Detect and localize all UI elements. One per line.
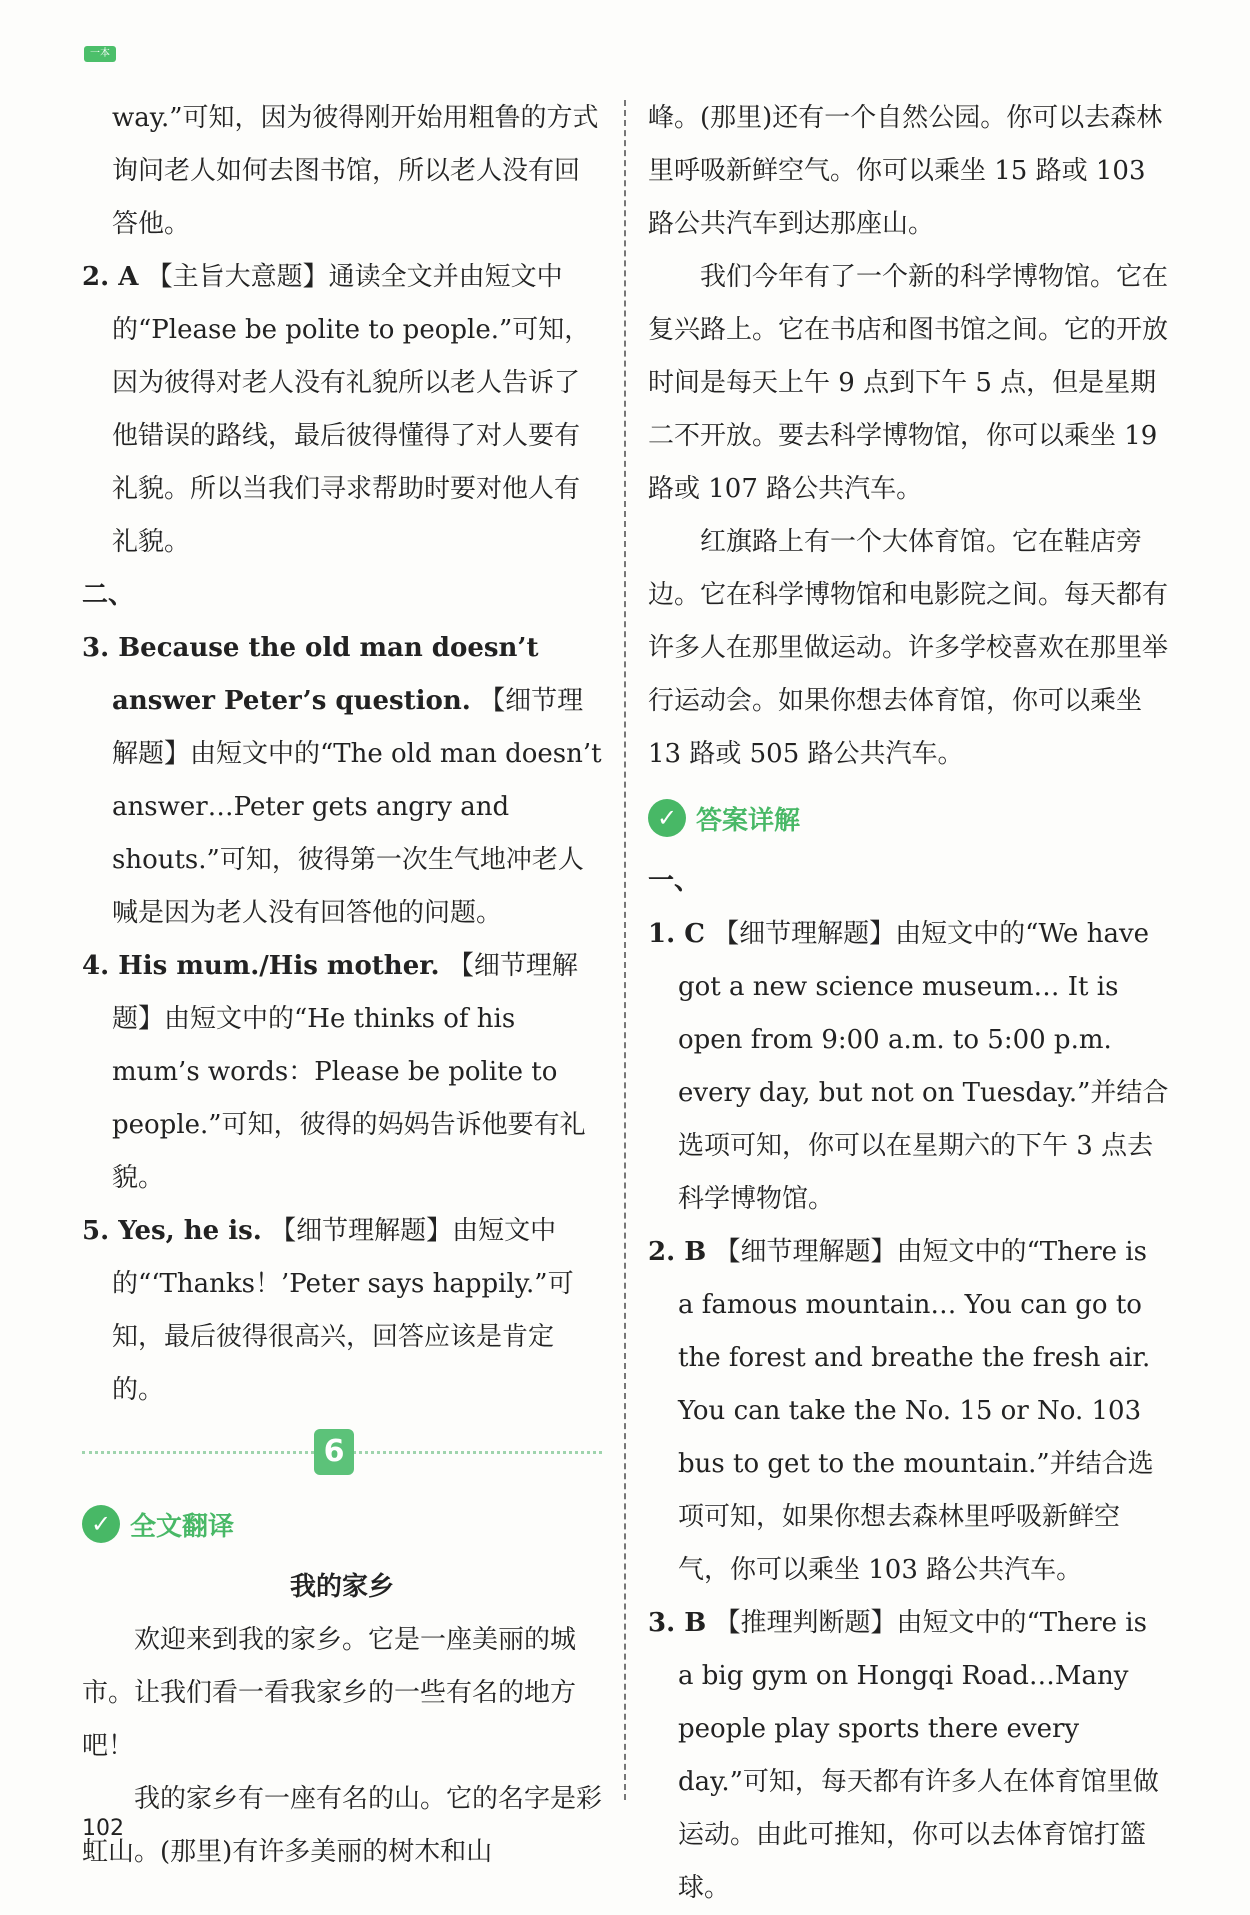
answer-3-explanation: 【细节理解题】由短文中的“The old man doesn’t answer…Peter gets angry and shouts.”可知，彼得第一次生气地冲老人喊是因为老人没有回答他的问题。 xyxy=(112,686,602,928)
answers-heading-label: 答案详解 xyxy=(696,805,801,836)
right-column xyxy=(648,92,1170,1915)
translation-paragraph-1: 欢迎来到我的家乡。它是一座美丽的城市。让我们看一看我家乡的一些有名的地方吧！ xyxy=(82,1625,577,1761)
corner-tag: 一本 xyxy=(84,46,116,62)
answer-continuation: way.”可知，因为彼得刚开始用粗鲁的方式询问老人如何去图书馆，所以老人没有回答他。 xyxy=(112,103,599,239)
translation-paragraph-2-continued: 峰。(那里)还有一个自然公园。你可以去森林里呼吸新鲜空气。你可以乘坐 15 路或 103 路公共汽车到达那座山。 xyxy=(648,103,1163,239)
detailed-answer-2-number: 2. B xyxy=(648,1237,707,1267)
page-number: 102 xyxy=(82,1816,124,1841)
detailed-answer-2-explanation: 【细节理解题】由短文中的“There is a famous mountain… You can go to the forest and breathe the fresh air. You can take the No. 15 or No. 103 bus to get to the mountain.”并结合选项可知，如果你想去森林里呼吸新鲜空气，你可以乘坐 103 路公共汽车。 xyxy=(678,1237,1154,1585)
detailed-answer-3-number: 3. B xyxy=(648,1608,707,1638)
answer-5 xyxy=(82,1205,602,1417)
answer-2 xyxy=(82,251,602,569)
translation-heading xyxy=(82,1493,602,1555)
unit-separator xyxy=(82,1417,602,1487)
answer-3-text: 3. Because the old man doesn’t answer Peter’s question. xyxy=(82,633,539,716)
left-column xyxy=(82,92,602,1879)
detailed-answer-2 xyxy=(648,1226,1170,1597)
detailed-answer-1-number: 1. C xyxy=(648,919,705,949)
translation-paragraph-4: 红旗路上有一个大体育馆。它在鞋店旁边。它在科学博物馆和电影院之间。每天都有许多人在那里做运动。许多学校喜欢在那里举行运动会。如果你想去体育馆，你可以乘坐 13 路或 505 路公共汽车。 xyxy=(648,527,1169,769)
column-divider xyxy=(624,100,626,1800)
answer-4-text: 4. His mum./His mother. xyxy=(82,951,440,981)
answers-heading xyxy=(648,787,1170,849)
answer-5-explanation: 【细节理解题】由短文中的“‘Thanks！’Peter says happily.”可知，最后彼得很高兴，回答应该是肯定的。 xyxy=(112,1216,574,1405)
section-heading-2: 二、 xyxy=(82,580,135,610)
detailed-answer-1 xyxy=(648,908,1170,1226)
translation-paragraph-3: 我们今年有了一个新的科学博物馆。它在复兴路上。它在书店和图书馆之间。它的开放时间是每天上午 9 点到下午 5 点，但是星期二不开放。要去科学博物馆，你可以乘坐 19 路或 107 路公共汽车。 xyxy=(648,262,1169,504)
answer-4-explanation: 【细节理解题】由短文中的“He thinks of his mum’s words：Please be polite to people.”可知，彼得的妈妈告诉他要有礼貌。 xyxy=(112,951,586,1193)
answer-5-text: 5. Yes, he is. xyxy=(82,1216,262,1246)
answer-3 xyxy=(82,622,602,940)
translation-heading-label: 全文翻译 xyxy=(130,1511,235,1542)
answer-4 xyxy=(82,940,602,1205)
detailed-answer-3-explanation: 【推理判断题】由短文中的“There is a big gym on Hongqi Road…Many people play sports there every day.”可知，每天都有许多人在体育馆里做运动。由此可推知，你可以去体育馆打篮球。 xyxy=(678,1608,1159,1903)
check-icon: ✓ xyxy=(82,1505,120,1543)
detailed-answer-1-explanation: 【细节理解题】由短文中的“We have got a new science museum… It is open from 9:00 a.m. to 5:00 p.m. every day, but not on Tuesday.”并结合选项可知，你可以在星期六的下午 3 点去科学博物馆。 xyxy=(678,919,1169,1214)
detailed-answer-3 xyxy=(648,1597,1170,1915)
unit-badge: 6 xyxy=(314,1429,354,1475)
answer-2-number: 2. A xyxy=(82,262,139,292)
check-icon: ✓ xyxy=(648,799,686,837)
section-heading-1: 一、 xyxy=(648,866,701,896)
answer-2-explanation: 【主旨大意题】通读全文并由短文中的“Please be polite to people.”可知，因为彼得对老人没有礼貌所以老人告诉了他错误的路线，最后彼得懂得了对人要有礼貌。所以当我们寻求帮助时要对他人有礼貌。 xyxy=(112,262,591,557)
essay-title: 我的家乡 xyxy=(289,1572,394,1602)
translation-paragraph-2: 我的家乡有一座有名的山。它的名字是彩虹山。(那里)有许多美丽的树木和山 xyxy=(82,1784,603,1867)
